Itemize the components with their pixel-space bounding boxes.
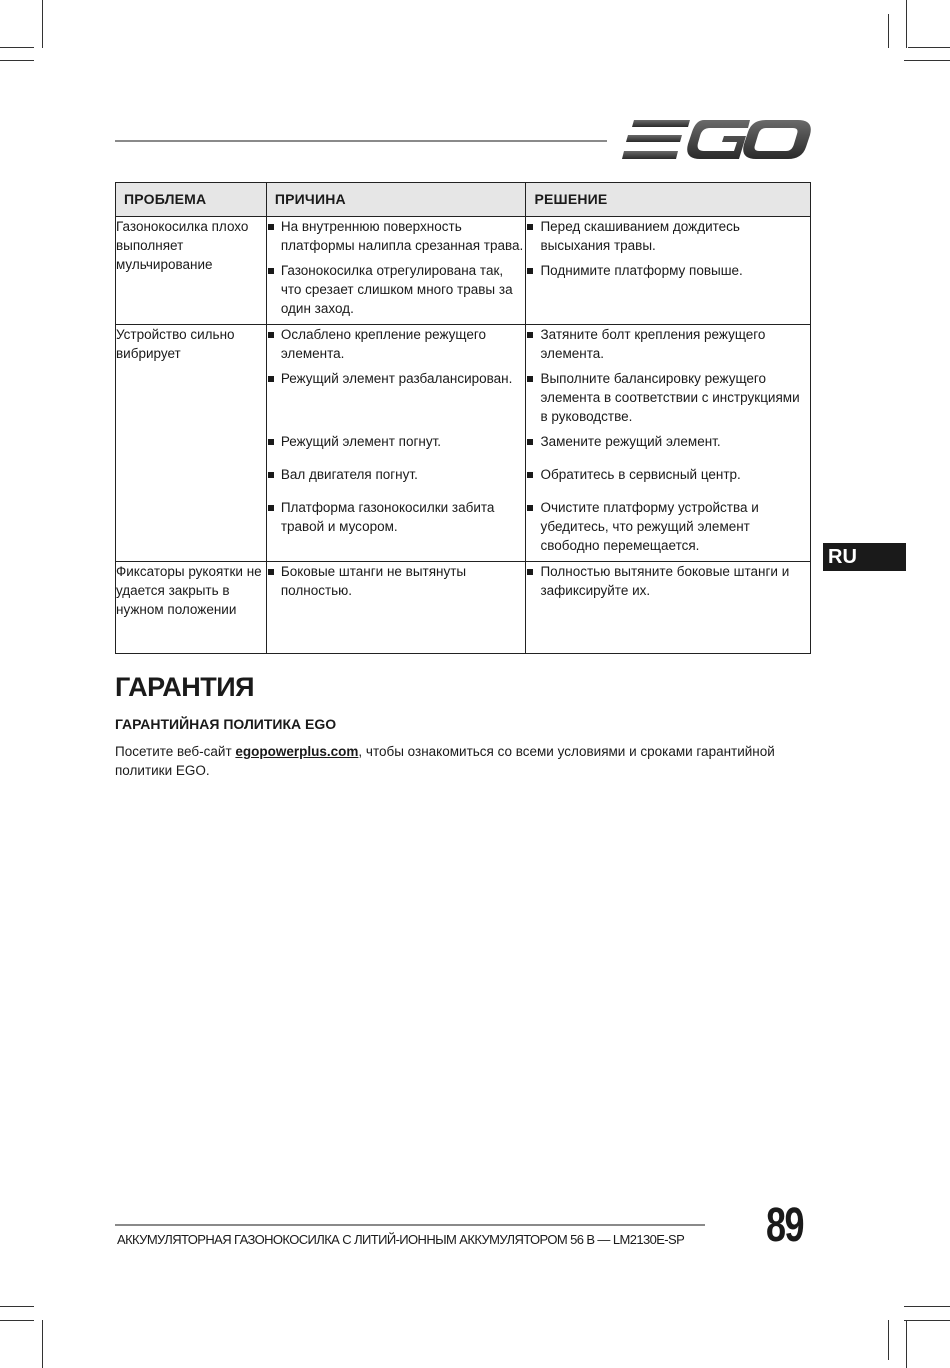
crop-mark [904,1306,950,1307]
crop-mark [888,14,889,48]
cause-item: На внутреннюю поверхность платформы налипла срезанная трава. [267,217,526,255]
crop-mark [906,0,907,48]
header-cause: ПРИЧИНА [266,183,526,217]
footer-rule [115,1224,705,1226]
crop-mark [0,47,34,48]
footer-text: АККУМУЛЯТОРНАЯ ГАЗОНОКОСИЛКА С ЛИТИЙ-ИОННЫМ АККУМУЛЯТОРОМ 56 В — LM2130E-SP [117,1232,685,1247]
troubleshooting-table [115,182,811,654]
cause-item: Платформа газонокосилки забита травой и мусором. [267,498,526,536]
warranty-text-start: Посетите веб-сайт [115,744,236,759]
warranty-link[interactable]: egopowerplus.com [235,744,359,759]
solution-item: Поднимите платформу повыше. [526,261,810,280]
cause-item: Ослаблено крепление режущего элемента. [267,325,526,363]
header-rule [115,140,607,142]
crop-mark [42,0,43,48]
cause-cell [266,217,526,325]
solution-item: Очистите платформу устройства и убедитесь, что режущий элемент свободно перемещается. [526,498,810,555]
crop-mark [904,60,950,61]
solution-item: Обратитесь в сервисный центр. [526,465,810,484]
crop-mark [904,1320,950,1321]
table-row [116,325,811,562]
warranty-subtitle: ГАРАНТИЙНАЯ ПОЛИТИКА EGO [115,716,337,732]
warranty-text-end: , чтобы ознакомиться со всеми условиями и сроками гарантийной политики EGO. [115,744,775,778]
page-number: 89 [766,1199,804,1252]
solution-item: Замените режущий элемент. [526,432,810,451]
solution-cell [526,325,811,562]
crop-mark [0,1306,34,1307]
cause-cell [266,562,526,654]
cause-cell [266,325,526,562]
header-solution: РЕШЕНИЕ [526,183,811,217]
crop-mark [908,47,950,48]
crop-mark [0,1320,34,1321]
solution-item: Полностью вытяните боковые штанги и зафиксируйте их. [526,562,810,600]
table-row [116,217,811,325]
problem-cell: Фиксаторы рукоятки не удается закрыть в нужном положении [116,562,267,654]
language-tab: RU [823,543,906,571]
warranty-title: ГАРАНТИЯ [115,672,255,702]
table-row [116,562,811,654]
solution-item: Затяните болт крепления режущего элемента. [526,325,810,363]
cause-item: Вал двигателя погнут. [267,465,526,484]
cause-item: Боковые штанги не вытянуты полностью. [267,562,526,600]
crop-mark [42,1320,43,1368]
problem-cell: Устройство сильно вибрирует [116,325,267,562]
warranty-text [115,742,815,780]
cause-item: Режущий элемент разбалансирован. [267,369,526,388]
solution-item: Перед скашиванием дождитесь высыхания травы. [526,217,810,255]
cause-item: Газонокосилка отрегулирована так, что срезает слишком много травы за один заход. [267,261,526,318]
solution-item: Выполните балансировку режущего элемента в соответствии с инструкциями в руководстве. [526,369,810,426]
header-problem: ПРОБЛЕМА [116,183,267,217]
problem-cell: Газонокосилка плохо выполняет мульчирование [116,217,267,325]
solution-cell [526,217,811,325]
crop-mark [906,1320,907,1368]
cause-item: Режущий элемент погнут. [267,432,526,451]
crop-mark [0,60,34,61]
solution-cell [526,562,811,654]
ego-logo [622,118,812,162]
table-header-row [116,183,811,217]
crop-mark [888,1320,889,1360]
